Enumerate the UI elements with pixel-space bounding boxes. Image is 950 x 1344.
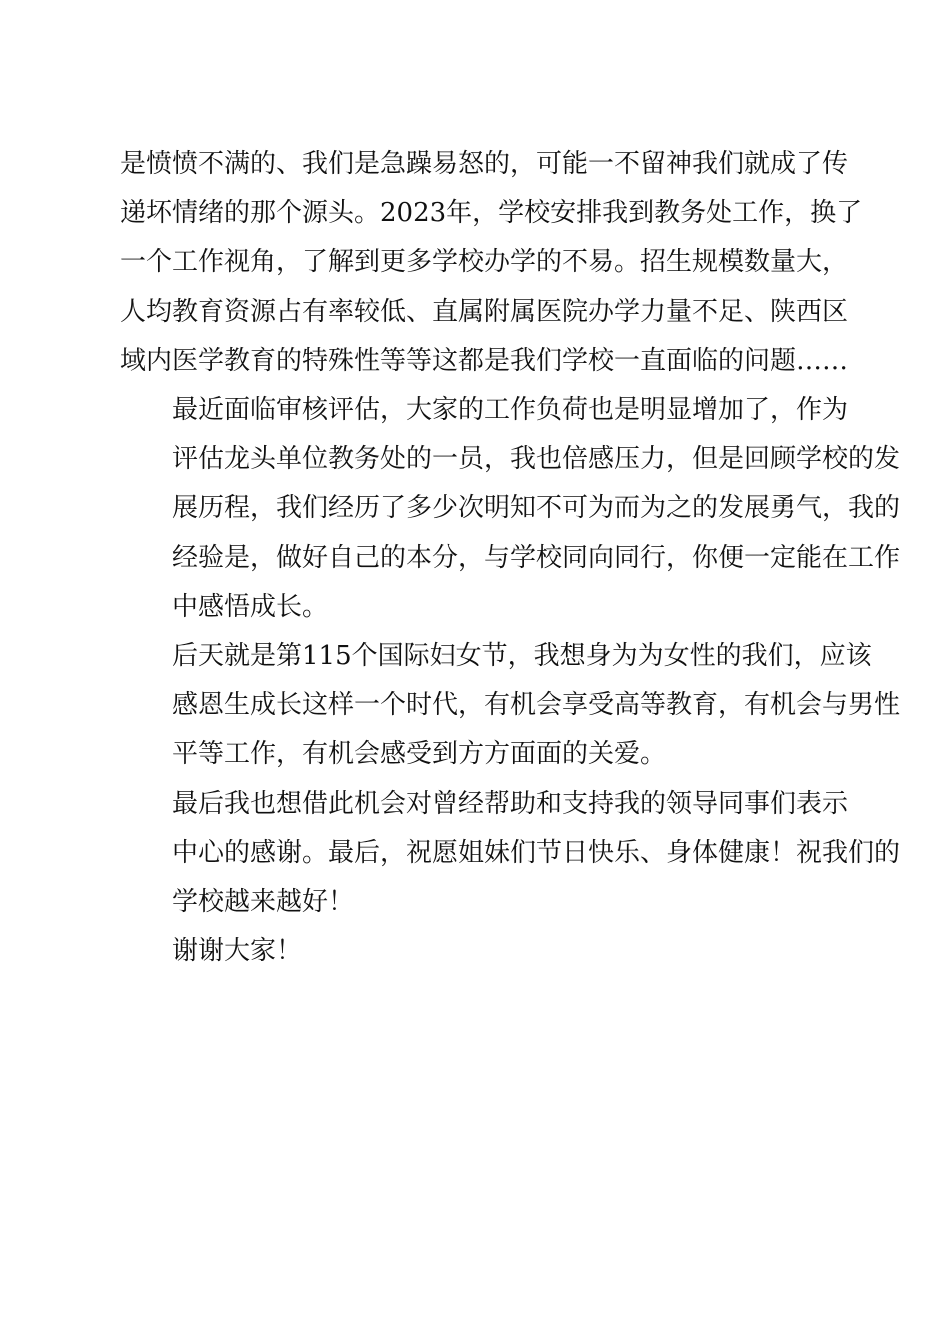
text-line: 是愤愤不满的、我们是急躁易怒的，可能一不留神我们就成了传 — [120, 149, 849, 179]
text-line: 平等工作，有机会感受到方方面面的关爱。 — [172, 739, 667, 770]
text-line: 谢谢大家！ — [172, 936, 303, 967]
document-body — [120, 140, 901, 976]
text-line: 中心的感谢。最后，祝愿姐妹们节日快乐、身体健康！祝我们的 — [172, 837, 901, 868]
paragraph-review — [120, 386, 901, 632]
text-line: 学校越来越好！ — [172, 887, 355, 918]
paragraph-womens-day — [120, 632, 901, 780]
paragraph-continuation — [120, 140, 863, 386]
text-line: 评估龙头单位教务处的一员，我也倍感压力，但是回顾学校的发 — [172, 444, 901, 475]
text-line: 经验是，做好自己的本分，与学校同向同行，你便一定能在工作 — [172, 542, 901, 573]
paragraph-thanks — [120, 780, 901, 928]
text-line: 域内医学教育的特殊性等等这都是我们学校一直面临的问题…… — [120, 345, 849, 376]
text-line: 一个工作视角，了解到更多学校办学的不易。招生规模数量大， — [120, 247, 849, 278]
text-line: 中感悟成长。 — [172, 591, 329, 622]
paragraph-closing — [120, 927, 840, 976]
text-line: 递坏情绪的那个源头。2023年，学校安排我到教务处工作，换了 — [120, 198, 863, 229]
text-line: 最近面临审核评估，大家的工作负荷也是明显增加了，作为 — [172, 395, 849, 426]
text-line: 展历程，我们经历了多少次明知不可为而为之的发展勇气，我的 — [172, 493, 901, 524]
text-line: 感恩生成长这样一个时代，有机会享受高等教育，有机会与男性 — [172, 690, 901, 721]
text-line: 后天就是第115个国际妇女节，我想身为为女性的我们，应该 — [172, 641, 872, 672]
text-line: 最后我也想借此机会对曾经帮助和支持我的领导同事们表示 — [172, 788, 849, 819]
text-line: 人均教育资源占有率较低、直属附属医院办学力量不足、陕西区 — [120, 296, 849, 327]
